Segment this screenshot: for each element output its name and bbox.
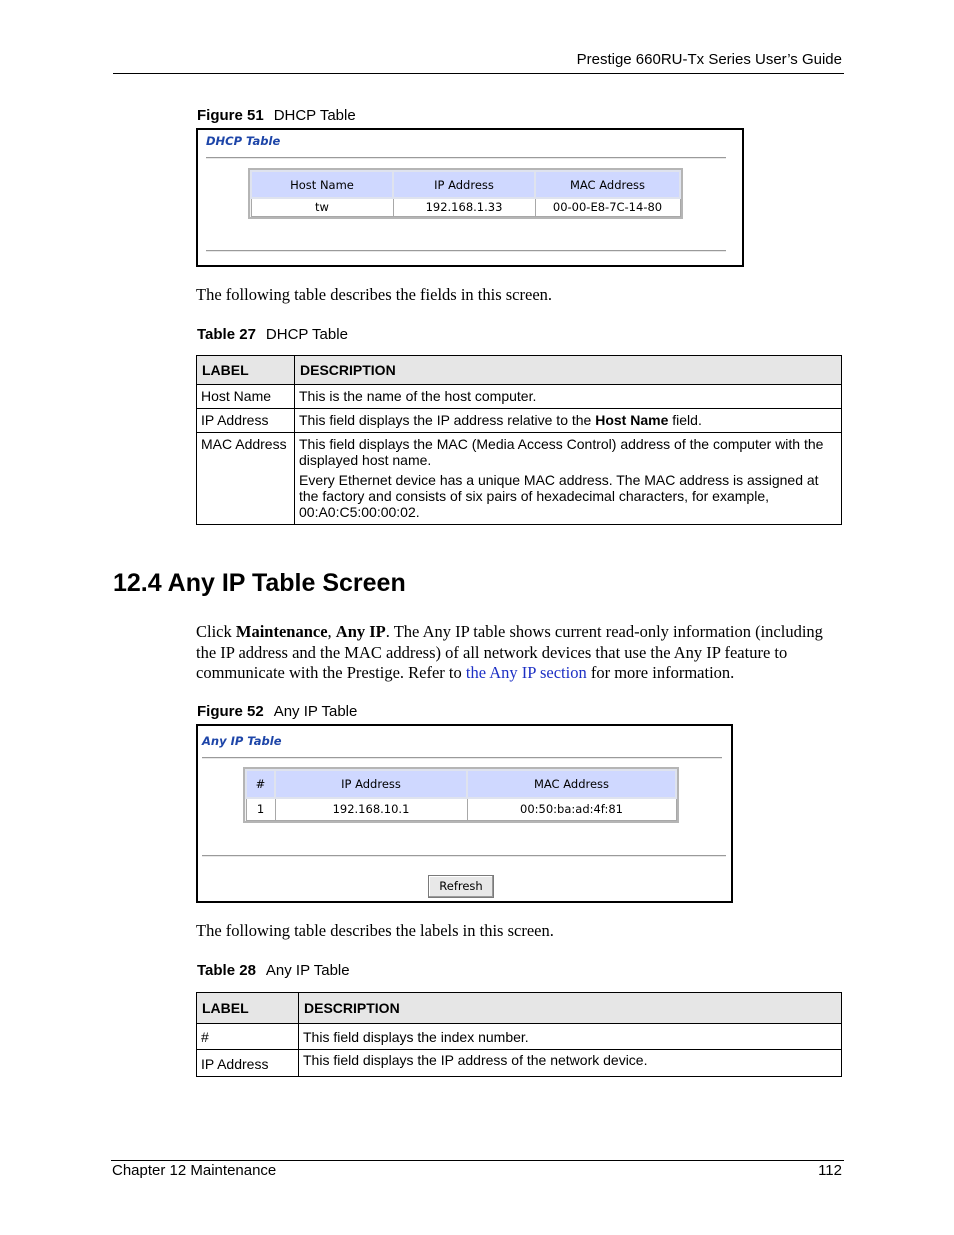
desc-text: This field displays the MAC (Media Access Control) address of the computer with the displayed host name. <box>299 436 824 468</box>
footer-rule <box>111 1160 844 1161</box>
dhcp-col-host-name: Host Name <box>251 171 393 198</box>
any-ip-header-row <box>246 770 676 798</box>
table-row <box>197 1024 842 1050</box>
any-ip-table <box>245 769 677 821</box>
table-row <box>197 385 842 409</box>
dhcp-bottom-rule <box>206 250 726 252</box>
figure52-number: Figure 52 <box>197 703 264 720</box>
dhcp-col-ip-address: IP Address <box>393 171 535 198</box>
table27-row-label: MAC Address <box>197 433 295 525</box>
table27-row-desc <box>295 385 842 409</box>
any-ip-col-index: # <box>246 770 275 798</box>
table28-number: Table 28 <box>197 962 256 979</box>
dhcp-cell-host: tw <box>251 198 393 216</box>
any-ip-top-rule <box>202 757 722 759</box>
any-ip-col-ip-address: IP Address <box>275 770 467 798</box>
table28-row-label: # <box>197 1024 299 1050</box>
table27-head-description: DESCRIPTION <box>295 356 842 385</box>
section-paragraph <box>196 622 846 684</box>
section-title: 12.4 Any IP Table Screen <box>113 569 406 597</box>
dhcp-col-mac-address: MAC Address <box>535 171 680 198</box>
table28 <box>196 992 842 1077</box>
desc-bold: Host Name <box>595 412 669 428</box>
table28-intro: The following table describes the labels in this screen. <box>196 921 554 940</box>
para-bold-maintenance: Maintenance <box>235 622 328 641</box>
figure51-caption <box>197 107 356 124</box>
table28-header-row <box>197 993 842 1024</box>
any-ip-screen-title: Any IP Table <box>202 734 282 748</box>
figure52-title: Any IP Table <box>273 703 358 720</box>
any-ip-table-frame <box>243 767 679 823</box>
dhcp-cell-mac: 00-00-E8-7C-14-80 <box>535 198 680 216</box>
any-ip-table-screen <box>196 724 733 903</box>
table-row <box>251 198 680 216</box>
desc-post: field. <box>668 412 702 428</box>
dhcp-cell-ip: 192.168.1.33 <box>393 198 535 216</box>
table27-intro: The following table describes the fields in this screen. <box>196 285 553 304</box>
footer-chapter: Chapter 12 Maintenance <box>112 1162 277 1179</box>
desc-text <box>299 412 837 428</box>
header-rule <box>113 73 844 74</box>
table-row <box>197 433 842 525</box>
refresh-button[interactable]: Refresh <box>428 875 494 898</box>
any-ip-section-link[interactable]: the Any IP section <box>465 663 587 682</box>
table28-head-description: DESCRIPTION <box>299 993 842 1024</box>
table27-row-label: Host Name <box>197 385 295 409</box>
table28-row-desc: This field displays the index number. <box>299 1024 842 1050</box>
table27-row-desc <box>295 409 842 433</box>
para-text: for more information. <box>586 663 735 682</box>
figure51-title: DHCP Table <box>273 107 356 124</box>
dhcp-header-row <box>251 171 680 198</box>
para-text: , <box>327 622 336 641</box>
table27-header-row <box>197 356 842 385</box>
para-text: . The Any IP table shows current read-only information (including the IP address and the MAC address) of all network devices that use the Any IP feature to communicate with the Prestige. Refer to <box>196 622 823 682</box>
figure51-number: Figure 51 <box>197 107 264 124</box>
any-ip-cell-index: 1 <box>246 798 275 820</box>
table27-number: Table 27 <box>197 326 256 343</box>
table-row <box>197 409 842 433</box>
any-ip-cell-ip: 192.168.10.1 <box>275 798 467 820</box>
para-bold-any-ip: Any IP <box>335 622 386 641</box>
guide-title: Prestige 660RU-Tx Series User’s Guide <box>576 51 842 68</box>
dhcp-table-frame <box>248 168 683 219</box>
dhcp-table <box>250 170 681 217</box>
footer-page-number: 112 <box>818 1162 842 1179</box>
desc-text: This is the name of the host computer. <box>299 388 537 404</box>
dhcp-table-screen <box>196 128 744 267</box>
table27-row-desc <box>295 433 842 525</box>
table28-title: Any IP Table <box>265 962 350 979</box>
table28-row-desc: This field displays the IP address of the network device. <box>299 1050 842 1077</box>
any-ip-bottom-rule <box>202 855 726 857</box>
dhcp-screen-title: DHCP Table <box>206 134 281 148</box>
table27-row-label: IP Address <box>197 409 295 433</box>
table27-caption <box>197 326 348 343</box>
dhcp-top-rule <box>206 157 726 159</box>
table28-head-label: LABEL <box>197 993 299 1024</box>
figure52-caption <box>197 703 357 720</box>
table-row <box>197 1050 842 1077</box>
table27 <box>196 355 842 525</box>
any-ip-col-mac-address: MAC Address <box>467 770 676 798</box>
table28-caption <box>197 962 350 979</box>
desc-text: Every Ethernet device has a unique MAC address. The MAC address is assigned at the factory and consists of six pairs of hexadecimal characters, for example, 00:A0:C5:00:00:02. <box>299 472 819 520</box>
table28-row-label: IP Address <box>197 1050 299 1077</box>
desc-pre: This field displays the IP address relative to the <box>299 412 596 428</box>
any-ip-cell-mac: 00:50:ba:ad:4f:81 <box>467 798 676 820</box>
table27-title: DHCP Table <box>265 326 348 343</box>
table-row <box>246 798 676 820</box>
para-text: Click <box>196 622 236 641</box>
table27-head-label: LABEL <box>197 356 295 385</box>
